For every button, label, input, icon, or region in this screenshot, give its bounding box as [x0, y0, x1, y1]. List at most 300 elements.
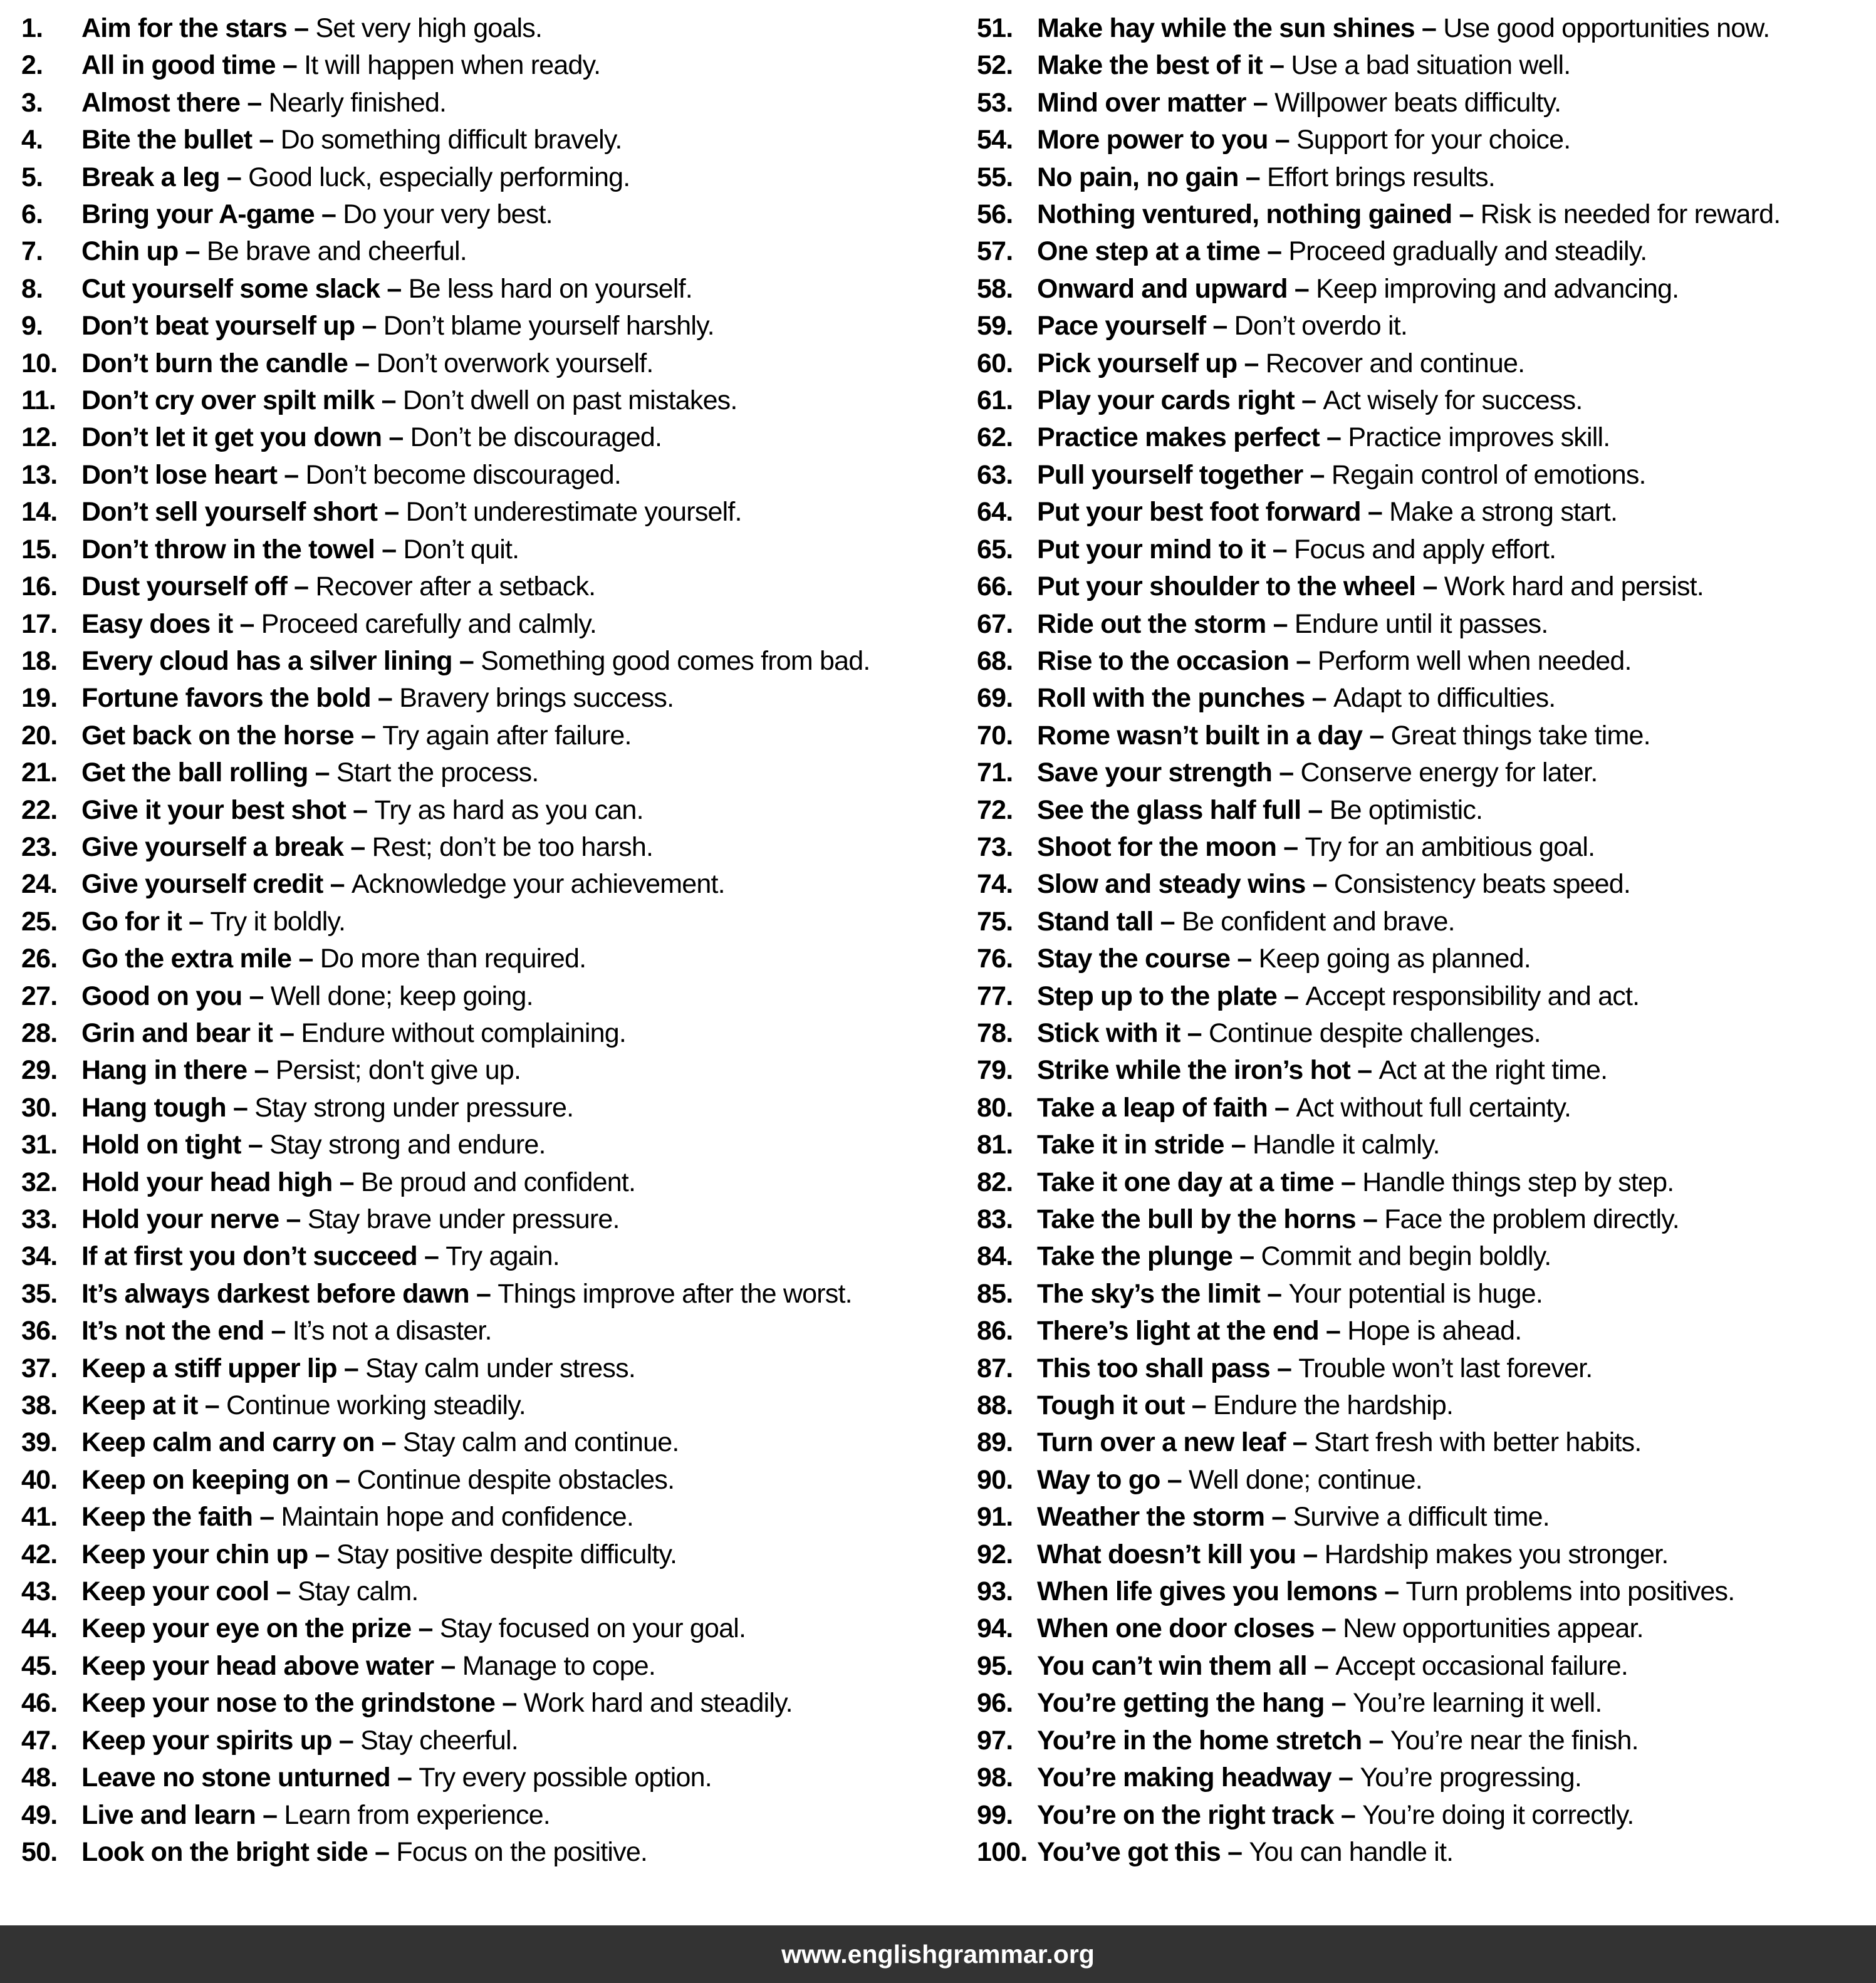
- item-definition: Act at the right time.: [1378, 1055, 1608, 1086]
- item-definition: Stay cheerful.: [360, 1725, 518, 1756]
- item-phrase: Mind over matter –: [1037, 87, 1275, 118]
- item-number: 73.: [977, 831, 1013, 862]
- list-item: [21, 680, 938, 717]
- item-phrase: Onward and upward –: [1037, 273, 1316, 304]
- item-text: [1037, 122, 1570, 159]
- list-item: [21, 1797, 938, 1834]
- item-text: [81, 903, 345, 940]
- item-text: [1037, 1276, 1543, 1313]
- list-item: [977, 978, 1876, 1015]
- list-item: [21, 419, 938, 456]
- item-definition: Don’t become discouraged.: [305, 459, 622, 490]
- item-number: 24.: [21, 869, 58, 900]
- item-phrase: Easy does it –: [81, 608, 261, 639]
- list-item: [21, 829, 938, 866]
- item-phrase: There’s light at the end –: [1037, 1316, 1348, 1346]
- list-item: [977, 1052, 1876, 1089]
- item-number: 84.: [977, 1241, 1013, 1272]
- item-text: [81, 1462, 674, 1499]
- list-item: [977, 233, 1876, 270]
- item-number: 77.: [977, 981, 1013, 1011]
- item-number: 18.: [21, 645, 58, 676]
- list-item: [977, 1834, 1876, 1871]
- item-text: [1037, 1164, 1674, 1201]
- item-phrase: Keep your head above water –: [81, 1650, 462, 1681]
- item-phrase: You can’t win them all –: [1037, 1650, 1336, 1681]
- item-definition: Don’t underestimate yourself.: [405, 497, 742, 528]
- list-item: [977, 643, 1876, 680]
- item-definition: Try again after failure.: [382, 720, 632, 751]
- list-item: [21, 1424, 938, 1461]
- item-number: 7.: [21, 236, 43, 267]
- item-phrase: Pull yourself together –: [1037, 459, 1331, 490]
- list-item: [21, 1722, 938, 1759]
- list-item: [977, 792, 1876, 829]
- item-definition: Handle things step by step.: [1362, 1167, 1674, 1197]
- item-number: 72.: [977, 794, 1013, 825]
- item-number: 83.: [977, 1204, 1013, 1234]
- item-phrase: Hold on tight –: [81, 1130, 270, 1160]
- item-phrase: When one door closes –: [1037, 1613, 1343, 1644]
- item-phrase: You’re in the home stretch –: [1037, 1725, 1390, 1756]
- item-definition: Stay brave under pressure.: [307, 1204, 620, 1234]
- item-definition: Effort brings results.: [1267, 162, 1496, 192]
- item-phrase: You’re making headway –: [1037, 1762, 1360, 1793]
- item-definition: Hope is ahead.: [1347, 1316, 1522, 1346]
- list-item: [21, 568, 938, 605]
- item-definition: Continue working steadily.: [226, 1390, 526, 1421]
- item-text: [81, 1127, 546, 1163]
- list-item: [21, 1238, 938, 1275]
- item-number: 86.: [977, 1316, 1013, 1346]
- item-phrase: Give yourself credit –: [81, 869, 352, 900]
- list-item: [21, 903, 938, 940]
- item-definition: Be less hard on yourself.: [408, 273, 692, 304]
- item-text: [1037, 1610, 1644, 1647]
- item-text: [1037, 1387, 1453, 1424]
- item-number: 91.: [977, 1502, 1013, 1533]
- item-number: 96.: [977, 1688, 1013, 1719]
- item-text: [1037, 643, 1632, 680]
- item-definition: Don’t be discouraged.: [410, 422, 662, 453]
- item-definition: Recover after a setback.: [315, 571, 596, 602]
- item-phrase: Roll with the punches –: [1037, 683, 1333, 714]
- item-number: 41.: [21, 1502, 58, 1533]
- item-phrase: Put your mind to it –: [1037, 534, 1295, 565]
- item-number: 17.: [21, 608, 58, 639]
- item-text: [1037, 829, 1595, 866]
- list-item: [21, 1350, 938, 1387]
- item-definition: Try as hard as you can.: [374, 794, 644, 825]
- item-phrase: Take the plunge –: [1037, 1241, 1261, 1272]
- list-item: [977, 606, 1876, 643]
- item-phrase: Every cloud has a silver lining –: [81, 645, 481, 676]
- item-phrase: Take it one day at a time –: [1037, 1167, 1363, 1197]
- item-definition: You can handle it.: [1249, 1836, 1454, 1867]
- item-text: [81, 1536, 677, 1573]
- item-definition: Nearly finished.: [268, 87, 447, 118]
- item-phrase: Make hay while the sun shines –: [1037, 13, 1444, 43]
- item-phrase: Don’t sell yourself short –: [81, 497, 406, 528]
- item-number: 14.: [21, 497, 58, 528]
- item-text: [81, 531, 519, 568]
- item-definition: You’re near the finish.: [1390, 1725, 1639, 1756]
- item-text: [1037, 1052, 1607, 1089]
- list-item: [977, 1015, 1876, 1052]
- item-text: [1037, 1797, 1634, 1834]
- list-item: [977, 754, 1876, 791]
- item-text: [81, 754, 538, 791]
- item-number: 34.: [21, 1241, 58, 1272]
- item-phrase: Bring your A-game –: [81, 199, 343, 230]
- item-phrase: Keep your spirits up –: [81, 1725, 361, 1756]
- item-phrase: You’ve got this –: [1037, 1836, 1249, 1867]
- item-definition: Survive a difficult time.: [1293, 1502, 1550, 1533]
- item-number: 53.: [977, 87, 1013, 118]
- item-text: [1037, 47, 1570, 84]
- item-phrase: Give it your best shot –: [81, 794, 375, 825]
- list-item: [21, 1276, 938, 1313]
- item-number: 57.: [977, 236, 1013, 267]
- item-definition: Stay calm under stress.: [365, 1353, 635, 1383]
- item-text: [81, 10, 542, 47]
- item-number: 59.: [977, 311, 1013, 341]
- list-item: [21, 308, 938, 345]
- item-text: [81, 159, 630, 196]
- item-definition: Maintain hope and confidence.: [281, 1502, 634, 1533]
- item-text: [1037, 754, 1597, 791]
- item-number: 93.: [977, 1576, 1013, 1607]
- item-definition: Be proud and confident.: [360, 1167, 636, 1197]
- item-text: [1037, 1015, 1541, 1052]
- item-phrase: Stand tall –: [1037, 906, 1182, 937]
- list-item: [21, 494, 938, 531]
- item-definition: Use good opportunities now.: [1443, 13, 1770, 43]
- list-item: [977, 494, 1876, 531]
- item-number: 46.: [21, 1688, 58, 1719]
- item-text: [81, 1759, 712, 1796]
- list-item: [21, 1648, 938, 1685]
- list-item: [977, 903, 1876, 940]
- item-text: [81, 233, 467, 270]
- item-number: 27.: [21, 981, 58, 1011]
- item-phrase: Look on the bright side –: [81, 1836, 397, 1867]
- list-item: [21, 47, 938, 84]
- item-phrase: Hang tough –: [81, 1092, 255, 1123]
- item-phrase: Rome wasn’t built in a day –: [1037, 720, 1391, 751]
- item-phrase: Nothing ventured, nothing gained –: [1037, 199, 1481, 230]
- item-number: 26.: [21, 944, 58, 974]
- item-text: [1037, 1722, 1639, 1759]
- item-number: 4.: [21, 125, 43, 155]
- website-link[interactable]: www.englishgrammar.org: [781, 1939, 1095, 1969]
- item-definition: Regain control of emotions.: [1331, 459, 1646, 490]
- item-definition: Be optimistic.: [1329, 794, 1483, 825]
- item-number: 80.: [977, 1092, 1013, 1123]
- item-text: [81, 419, 662, 456]
- item-phrase: Don’t burn the candle –: [81, 348, 377, 378]
- item-number: 1.: [21, 13, 43, 43]
- list-item: [21, 1201, 938, 1238]
- item-number: 69.: [977, 683, 1013, 714]
- item-number: 44.: [21, 1613, 58, 1644]
- item-phrase: Step up to the plate –: [1037, 981, 1306, 1011]
- item-phrase: Keep your cool –: [81, 1576, 298, 1607]
- item-text: [81, 1610, 746, 1647]
- item-definition: Practice improves skill.: [1348, 422, 1610, 453]
- item-definition: Conserve energy for later.: [1300, 757, 1598, 788]
- list-item: [21, 1462, 938, 1499]
- item-definition: It’s not a disaster.: [292, 1316, 492, 1346]
- item-phrase: Weather the storm –: [1037, 1502, 1293, 1533]
- item-number: 42.: [21, 1539, 58, 1569]
- item-phrase: Grin and bear it –: [81, 1018, 301, 1048]
- item-definition: Stay focused on your goal.: [439, 1613, 746, 1644]
- item-number: 50.: [21, 1836, 58, 1867]
- item-text: [81, 1573, 419, 1610]
- item-text: [1037, 903, 1455, 940]
- item-text: [1037, 196, 1780, 233]
- item-number: 8.: [21, 273, 43, 304]
- list-item: [21, 643, 938, 680]
- list-item: [21, 1759, 938, 1796]
- item-number: 51.: [977, 13, 1013, 43]
- item-phrase: Almost there –: [81, 87, 269, 118]
- item-number: 47.: [21, 1725, 58, 1756]
- list-item: [21, 1834, 938, 1871]
- item-text: [1037, 1201, 1679, 1238]
- list-item: [21, 792, 938, 829]
- item-phrase: Go for it –: [81, 906, 211, 937]
- list-item: [21, 1387, 938, 1424]
- item-definition: Work hard and persist.: [1444, 571, 1704, 602]
- item-definition: Accept occasional failure.: [1335, 1650, 1628, 1681]
- item-definition: Try for an ambitious goal.: [1305, 831, 1595, 862]
- item-phrase: Slow and steady wins –: [1037, 869, 1334, 900]
- item-number: 99.: [977, 1799, 1013, 1830]
- item-number: 60.: [977, 348, 1013, 378]
- item-definition: Work hard and steadily.: [523, 1688, 793, 1719]
- item-phrase: Dust yourself off –: [81, 571, 316, 602]
- list-item: [21, 122, 938, 159]
- list-item: [977, 271, 1876, 308]
- item-text: [1037, 1573, 1734, 1610]
- item-phrase: It’s always darkest before dawn –: [81, 1278, 498, 1309]
- item-phrase: All in good time –: [81, 50, 305, 81]
- item-definition: Proceed gradually and steadily.: [1288, 236, 1647, 267]
- item-definition: Handle it calmly.: [1253, 1130, 1440, 1160]
- item-phrase: Pace yourself –: [1037, 311, 1234, 341]
- item-definition: Things improve after the worst.: [498, 1278, 852, 1309]
- item-text: [1037, 85, 1561, 122]
- item-text: [81, 1685, 793, 1722]
- list-item: [977, 717, 1876, 754]
- item-number: 31.: [21, 1130, 58, 1160]
- item-phrase: Aim for the stars –: [81, 13, 316, 43]
- item-text: [1037, 1350, 1592, 1387]
- item-text: [1037, 940, 1531, 977]
- list-item: [977, 1759, 1876, 1796]
- item-number: 19.: [21, 683, 58, 714]
- item-text: [81, 196, 553, 233]
- item-text: [81, 643, 870, 680]
- item-number: 6.: [21, 199, 43, 230]
- item-definition: Recover and continue.: [1265, 348, 1525, 378]
- item-number: 52.: [977, 50, 1013, 81]
- list-item: [977, 1276, 1876, 1313]
- item-phrase: Fortune favors the bold –: [81, 683, 400, 714]
- item-text: [1037, 494, 1617, 531]
- item-text: [81, 1313, 492, 1350]
- item-text: [1037, 382, 1582, 419]
- item-number: 79.: [977, 1055, 1013, 1086]
- list-item: [977, 1350, 1876, 1387]
- item-definition: Bravery brings success.: [399, 683, 674, 714]
- footer-bar: [0, 1925, 1876, 1983]
- item-text: [1037, 1462, 1422, 1499]
- item-definition: Continue despite challenges.: [1208, 1018, 1541, 1048]
- item-phrase: Give yourself a break –: [81, 831, 372, 862]
- item-definition: Great things take time.: [1390, 720, 1650, 751]
- item-number: 2.: [21, 50, 43, 81]
- item-phrase: Stick with it –: [1037, 1018, 1209, 1048]
- item-text: [1037, 159, 1495, 196]
- idiom-column-right: [938, 10, 1876, 1871]
- item-phrase: Good on you –: [81, 981, 271, 1011]
- list-item: [977, 940, 1876, 977]
- item-definition: Continue despite obstacles.: [357, 1464, 675, 1495]
- list-item: [21, 1127, 938, 1163]
- item-phrase: Ride out the storm –: [1037, 608, 1295, 639]
- item-definition: Turn problems into positives.: [1405, 1576, 1735, 1607]
- list-item: [21, 754, 938, 791]
- list-item: [21, 345, 938, 382]
- item-phrase: Keep on keeping on –: [81, 1464, 357, 1495]
- item-phrase: Keep your nose to the grindstone –: [81, 1688, 524, 1719]
- item-phrase: If at first you don’t succeed –: [81, 1241, 446, 1272]
- item-number: 76.: [977, 944, 1013, 974]
- item-phrase: Pick yourself up –: [1037, 348, 1266, 378]
- item-definition: Focus on the positive.: [396, 1836, 648, 1867]
- item-number: 43.: [21, 1576, 58, 1607]
- item-number: 16.: [21, 571, 58, 602]
- item-definition: Act without full certainty.: [1296, 1092, 1571, 1123]
- item-number: 88.: [977, 1390, 1013, 1421]
- item-text: [81, 568, 595, 605]
- item-definition: Persist; don't give up.: [275, 1055, 521, 1086]
- item-text: [81, 1648, 655, 1685]
- list-item: [977, 1313, 1876, 1350]
- item-phrase: Keep your eye on the prize –: [81, 1613, 440, 1644]
- item-text: [1037, 345, 1524, 382]
- item-definition: Stay strong under pressure.: [254, 1092, 574, 1123]
- item-text: [81, 717, 632, 754]
- item-text: [1037, 419, 1610, 456]
- item-phrase: Save your strength –: [1037, 757, 1301, 788]
- item-text: [81, 1052, 521, 1089]
- item-phrase: Stay the course –: [1037, 944, 1259, 974]
- list-item: [977, 680, 1876, 717]
- item-number: 67.: [977, 608, 1013, 639]
- item-definition: Use a bad situation well.: [1291, 50, 1571, 81]
- list-item: [21, 866, 938, 903]
- item-definition: Face the problem directly.: [1384, 1204, 1679, 1234]
- item-text: [81, 1090, 573, 1127]
- item-phrase: Turn over a new leaf –: [1037, 1427, 1315, 1458]
- list-item: [21, 1685, 938, 1722]
- item-number: 95.: [977, 1650, 1013, 1681]
- list-item: [977, 419, 1876, 456]
- list-item: [977, 1797, 1876, 1834]
- item-definition: Endure until it passes.: [1294, 608, 1548, 639]
- item-definition: Proceed carefully and calmly.: [261, 608, 597, 639]
- item-number: 9.: [21, 311, 43, 341]
- item-text: [1037, 1313, 1521, 1350]
- item-phrase: Hang in there –: [81, 1055, 276, 1086]
- item-definition: Try it boldly.: [210, 906, 346, 937]
- item-text: [1037, 1238, 1551, 1275]
- item-text: [81, 85, 446, 122]
- list-item: [21, 85, 938, 122]
- item-text: [81, 1424, 679, 1461]
- item-text: [1037, 1127, 1440, 1163]
- item-phrase: Way to go –: [1037, 1464, 1189, 1495]
- item-number: 33.: [21, 1204, 58, 1234]
- item-text: [81, 829, 653, 866]
- item-definition: New opportunities appear.: [1343, 1613, 1644, 1644]
- item-phrase: Take a leap of faith –: [1037, 1092, 1296, 1123]
- item-phrase: Don’t cry over spilt milk –: [81, 385, 403, 416]
- item-number: 15.: [21, 534, 58, 565]
- list-item: [977, 1648, 1876, 1685]
- item-phrase: This too shall pass –: [1037, 1353, 1299, 1383]
- list-item: [977, 47, 1876, 84]
- item-number: 13.: [21, 459, 58, 490]
- list-item: [977, 1238, 1876, 1275]
- list-item: [977, 1127, 1876, 1163]
- item-phrase: Don’t beat yourself up –: [81, 311, 383, 341]
- item-definition: Endure the hardship.: [1212, 1390, 1454, 1421]
- item-phrase: No pain, no gain –: [1037, 162, 1268, 192]
- item-number: 20.: [21, 720, 58, 751]
- item-text: [1037, 792, 1483, 829]
- list-item: [977, 85, 1876, 122]
- list-item: [21, 531, 938, 568]
- item-definition: Don’t overwork yourself.: [376, 348, 654, 378]
- item-definition: Stay positive despite difficulty.: [336, 1539, 677, 1569]
- item-phrase: Bite the bullet –: [81, 125, 281, 155]
- item-text: [1037, 457, 1646, 494]
- item-phrase: Play your cards right –: [1037, 385, 1323, 416]
- list-item: [977, 1499, 1876, 1536]
- item-number: 94.: [977, 1613, 1013, 1644]
- item-number: 11.: [21, 385, 56, 416]
- list-item: [21, 1015, 938, 1052]
- list-item: [977, 196, 1876, 233]
- item-number: 64.: [977, 497, 1013, 528]
- item-phrase: Don’t let it get you down –: [81, 422, 410, 453]
- list-item: [21, 606, 938, 643]
- item-text: [81, 457, 621, 494]
- list-item: [977, 345, 1876, 382]
- item-number: 38.: [21, 1390, 58, 1421]
- item-definition: It will happen when ready.: [304, 50, 601, 81]
- list-item: [977, 1610, 1876, 1647]
- item-definition: Something good comes from bad.: [481, 645, 870, 676]
- item-text: [81, 1797, 550, 1834]
- list-item: [977, 10, 1876, 47]
- item-text: [1037, 866, 1630, 903]
